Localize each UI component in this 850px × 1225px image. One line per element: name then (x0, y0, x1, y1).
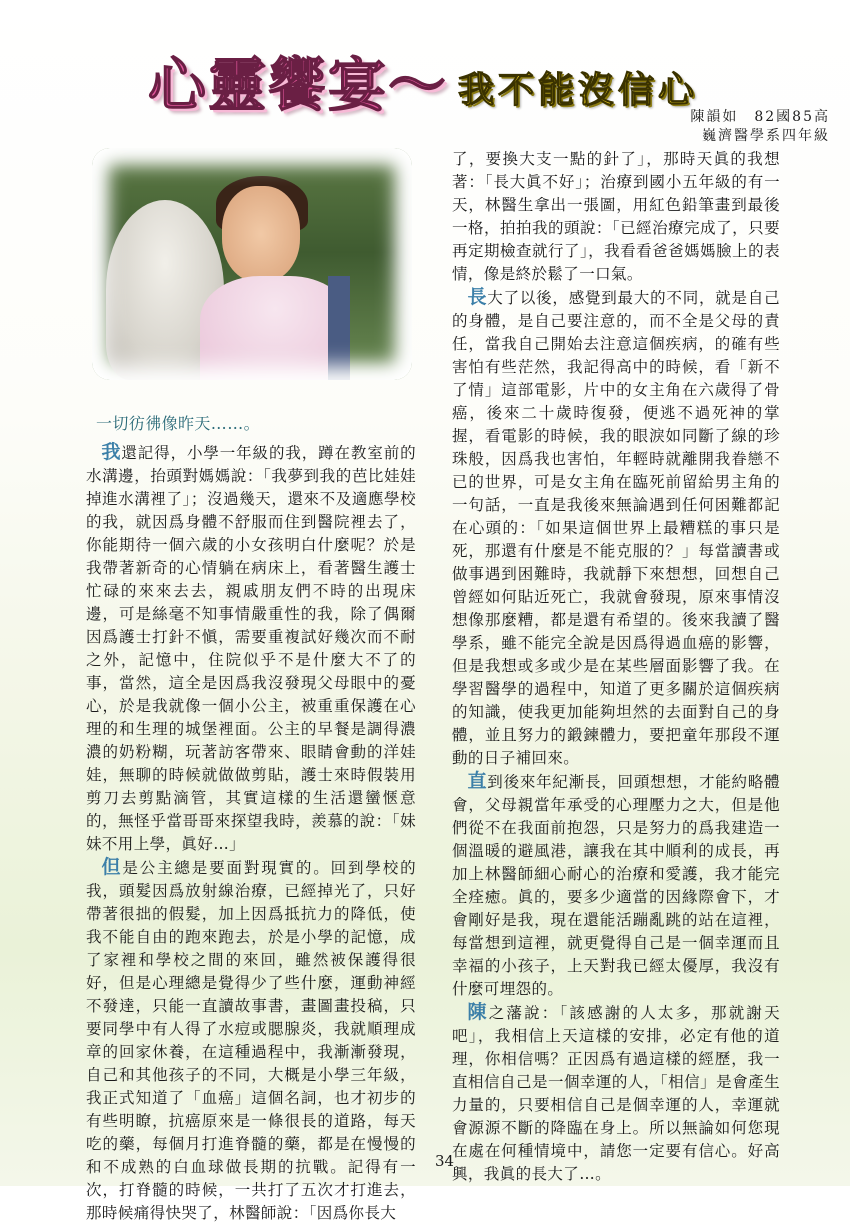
drop-cap: 直 (467, 770, 488, 792)
paragraph-text: 之藩說：「該感謝的人太多，那就謝天吧」，我相信上天這樣的安排，必定有他的道理，你相信嗎？正因爲有過這樣的經歷，我一直相信自己是一個幸運的人，「相信」是會產生力量的，只要相信自己是個幸運的人，幸運就會源源不斷的降臨在身上。所以無論如何您現在處在何種情境中，請您一定要有信心。好高興，我眞的長大了…。 (452, 1004, 780, 1183)
page-number: 34 (435, 1152, 455, 1170)
portrait-photo (92, 148, 412, 380)
paragraph-continued: 了，要換大支一點的針了」，那時天眞的我想著：「長大眞不好」；治療到國小五年級的有一天，林醫生拿出一張圖，用紅色鉛筆畫到最後一格，拍拍我的頭說：「已經治療完成了，只要再定期檢查就行了」，我看看爸爸媽媽臉上的表情，像是終於鬆了一口氣。 (452, 150, 780, 283)
article-subtitle: 我不能沒信心 (458, 70, 699, 111)
paragraph-text: 是公主總是要面對現實的。回到學校的我，頭髮因爲放射線治療，已經掉光了，只好帶著很拙的假髮，加上因爲抵抗力的降低，使我不能自由的跑來跑去，於是小學的記憶，成了家裡和學校之間的來回，雖然被保護得很好，但是心理總是覺得少了些什麼，運動神經不發達，只能一直讀故事書，畫圖畫投稿，只要同學中有人得了水痘或腮腺炎，我就順理成章的回家休養，在這種過程中，我漸漸發現，自己和其他孩子的不同，大概是小學三年級，我正式知道了「血癌」這個名詞，也才初步的有些明瞭，抗癌原來是一條很長的道路，每天吃的藥，每個月打進脊髓的藥，都是在慢慢的和不成熟的白血球做長期的抗戰。記得有一次，打脊髓的時候，一共打了五次才打進去，那時候痛得快哭了，林醫師說：「因爲你長大 (86, 859, 416, 1222)
right-column (452, 148, 780, 1186)
paragraph-text: 大了以後，感覺到最大的不同，就是自己的身體，是自己要注意的，而不全是父母的責任，當我自己開始去注意這個疾病，的確有些害怕有些茫然，我記得高中的時候，看「新不了情」這部電影，片中的女主角在六歲得了骨癌，後來二十歲時復發，便逃不過死神的掌握，看電影的時候，我的眼淚如同斷了線的珍珠般，因爲我也害怕，年輕時就離開我眷戀不已的世界，可是女主角在臨死前留給男主角的一句話，一直是我後來無論遇到任何困難都記在心頭的：「如果這個世界上最糟糕的事只是死，那還有什麼是不能克服的？」每當讀書或做事遇到困難時，我就靜下來想想，回想自己曾經如何貼近死亡，我就會發現，原來事情沒想像那麼糟，都是還有希望的。後來我讀了醫學系，雖不能完全說是因爲得過血癌的影響，但是我想或多或少是在某些層面影響了我。在學習醫學的過程中，知道了更多關於這個疾病的知識，使我更加能夠坦然的去面對自己的身體，並且努力的鍛鍊體力，要把童年那段不運動的日子補回來。 (452, 289, 781, 767)
paragraph (86, 441, 416, 856)
paragraph-text: 還記得，小學一年級的我，蹲在教室前的水溝邊，抬頭對媽媽說：「我夢到我的芭比娃娃掉進水溝裡了」；沒過幾天，還來不及適應學校的我，就因爲身體不舒服而住到醫院裡去了，你能期待一個六歲的小女孩明白什麼呢？於是我帶著新奇的心情躺在病床上，看著醫生護士忙碌的來來去去，親戚朋友們不時的出現床邊，可是絲毫不知事情嚴重性的我，除了偶爾因爲護士打針不愼，需要重複試好幾次而不耐之外，記憶中，住院似乎不是什麼大不了的事，當然，這全是因爲我沒發現父母眼中的憂心，於是我就像一個小公主，被重重保護在心理的和生理的城堡裡面。公主的早餐是調得濃濃的奶粉糊，玩著訪客帶來、眼睛會動的洋娃娃，無聊的時候就做做剪貼，護士來時假裝用剪刀去剪點滴管，其實這樣的生活還蠻愜意的，無怪乎當哥哥來探望我時，羨慕的說：「妹妹不用上學，眞好…」 (86, 444, 417, 853)
article-title: 心靈饗宴～ (148, 51, 449, 119)
drop-cap: 陳 (467, 1001, 489, 1023)
left-column (86, 412, 416, 1225)
drop-cap: 我 (101, 441, 122, 463)
lead-line: 一切彷彿像昨天……。 (96, 414, 261, 433)
author-name-class: 陳韻如 82國85高 (690, 109, 830, 125)
author-block (610, 108, 830, 146)
author-department: 巍濟醫學系四年級 (702, 128, 830, 144)
paragraph (452, 770, 780, 1001)
paragraph (452, 286, 780, 770)
paragraph-text: 到後來年紀漸長，回頭想想，才能約略體會，父母親當年承受的心理壓力之大，但是他們從不在我面前抱怨，只是努力的爲我建造一個溫暖的避風港，讓我在其中順利的成長，再加上林醫師細心耐心的治療和愛護，我才能完全痊癒。眞的，要多少適當的因緣際會下，才會剛好是我，現在還能活蹦亂跳的站在這裡，每當想到這裡，就更覺得自己是一個幸運而且幸福的小孩子，上天對我已經太優厚，我沒有什麼可埋怨的。 (452, 773, 781, 998)
photo-vignette (92, 148, 412, 380)
drop-cap: 但 (101, 856, 123, 878)
drop-cap: 長 (467, 286, 488, 308)
paragraph (86, 856, 416, 1225)
paragraph (452, 1001, 780, 1186)
